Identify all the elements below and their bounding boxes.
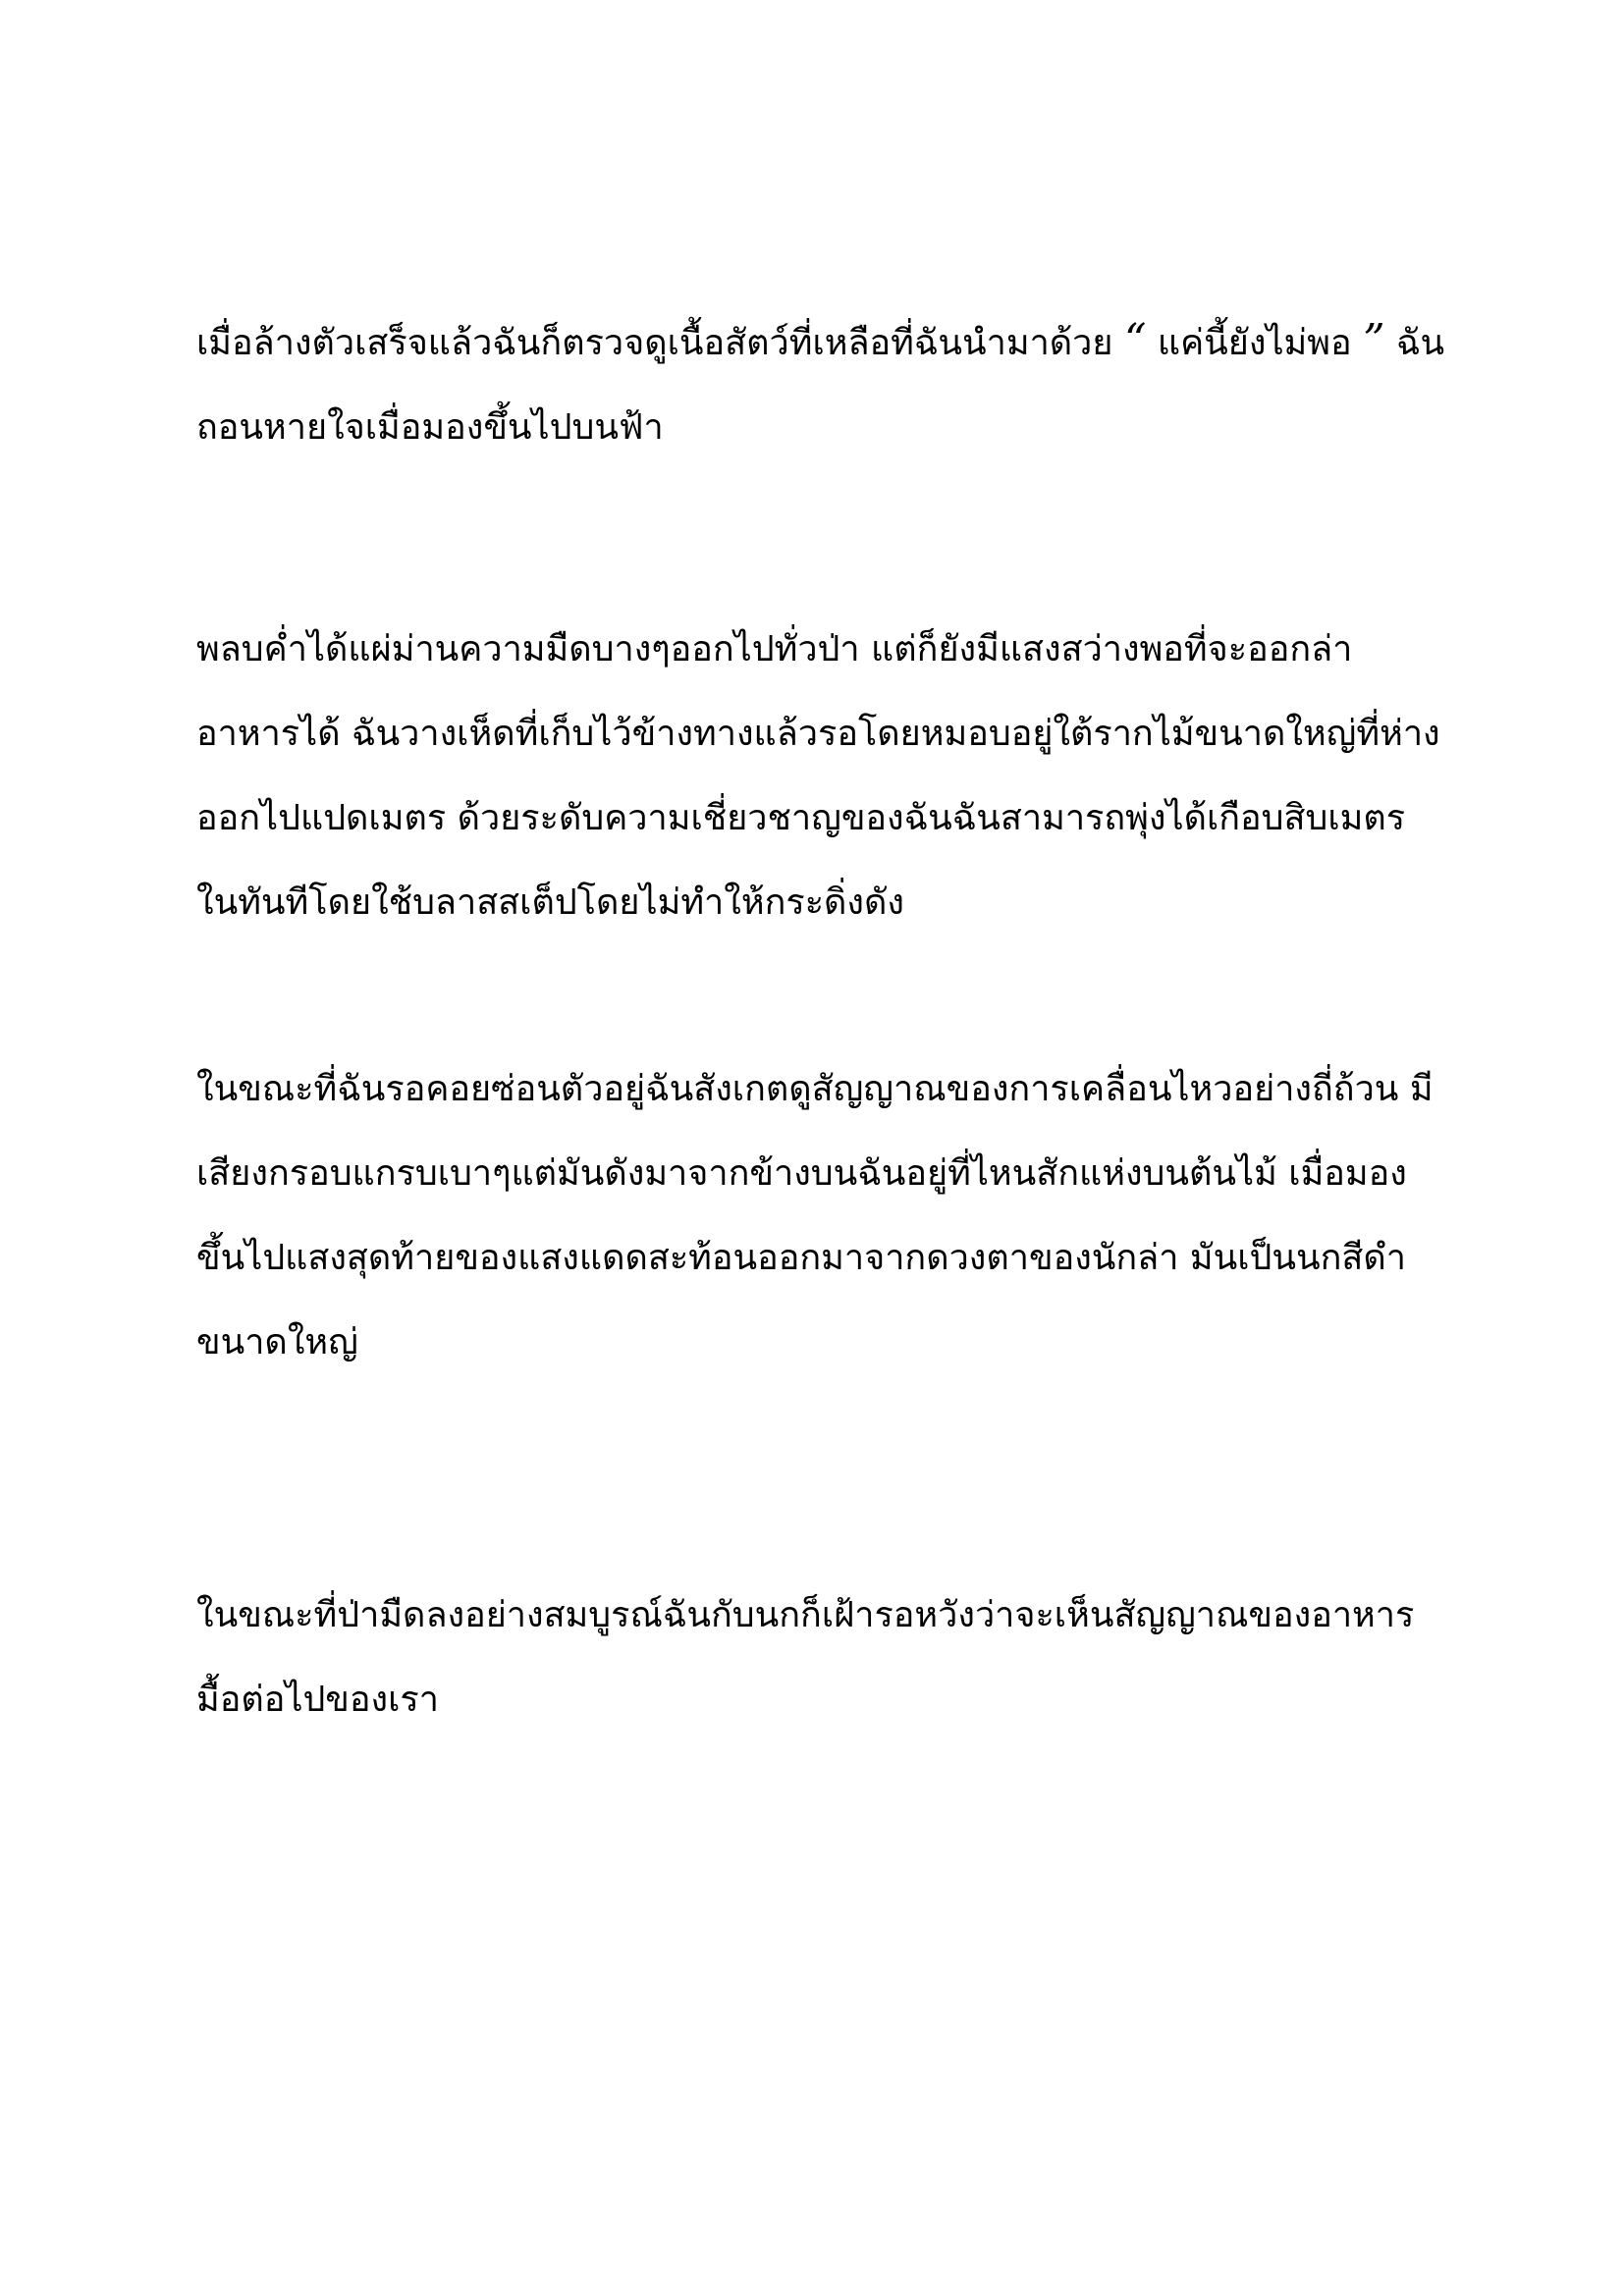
paragraph-2-line-1: พลบค่ำได้แผ่ม่านความมืดบางๆออกไปทั่วป่า แต่ก็ยังมีแสงสว่างพอที่จะออกล่า bbox=[196, 629, 1353, 669]
paragraph-1 bbox=[196, 298, 1443, 470]
open-quote-mark: “ bbox=[1123, 315, 1147, 365]
quoted-text: แค่นี้ยังไม่พอ bbox=[1146, 323, 1364, 363]
paragraph-1-line-1 bbox=[196, 298, 1443, 386]
paragraph-2-line-3: ออกไปแปดเมตร ด้วยระดับความเชี่ยวชาญของฉันฉันสามารถพุ่งได้เกือบสิบเมตร bbox=[196, 798, 1406, 838]
line-text-after-quote: ฉัน bbox=[1384, 323, 1445, 363]
paragraph-3-line-1: ในขณะที่ฉันรอคอยซ่อนตัวอยู่ฉันสังเกตดูสัญญาณของการเคลื่อนไหวอย่างถี่ถ้วน มี bbox=[196, 1069, 1434, 1109]
line-text-before-quote: เมื่อล้างตัวเสร็จแล้วฉันก็ตรวจดูเนื้อสัตว์ที่เหลือที่ฉันนำมาด้วย bbox=[196, 323, 1124, 363]
paragraph-3 bbox=[196, 1047, 1443, 1385]
paragraph-4-line-1: ในขณะที่ป่ามืดลงอย่างสมบูรณ์ฉันกับนกก็เฝ้ารอหวังว่าจะเห็นสัญญาณของอาหาร bbox=[196, 1595, 1415, 1635]
paragraph-2-line-4: ในทันทีโดยใช้บลาสสเต็ปโดยไม่ทำให้กระดิ่งดัง bbox=[196, 882, 904, 923]
paragraph-2 bbox=[196, 608, 1443, 945]
paragraph-3-line-4: ขนาดใหญ่ bbox=[196, 1322, 358, 1362]
paragraph-2-line-2: อาหารได้ ฉันวางเห็ดที่เก็บไว้ข้างทางแล้วรอโดยหมอบอยู่ใต้รากไม้ขนาดใหญ่ที่ห่าง bbox=[196, 714, 1440, 754]
paragraph-4 bbox=[196, 1574, 1443, 1742]
paragraph-3-line-2: เสียงกรอบแกรบเบาๆแต่มันดังมาจากข้างบนฉันอยู่ที่ไหนสักแห่งบนต้นไม้ เมื่อมอง bbox=[196, 1153, 1407, 1194]
paragraph-3-line-3: ขึ้นไปแสงสุดท้ายของแสงแดดสะท้อนออกมาจากดวงตาของนักล่า มันเป็นนกสีดำ bbox=[196, 1238, 1406, 1278]
paragraph-1-line-2: ถอนหายใจเมื่อมองขึ้นไปบนฟ้า bbox=[196, 407, 664, 448]
paragraph-4-line-2: มื้อต่อไปของเรา bbox=[196, 1680, 439, 1720]
close-quote-mark: ” bbox=[1363, 315, 1385, 365]
